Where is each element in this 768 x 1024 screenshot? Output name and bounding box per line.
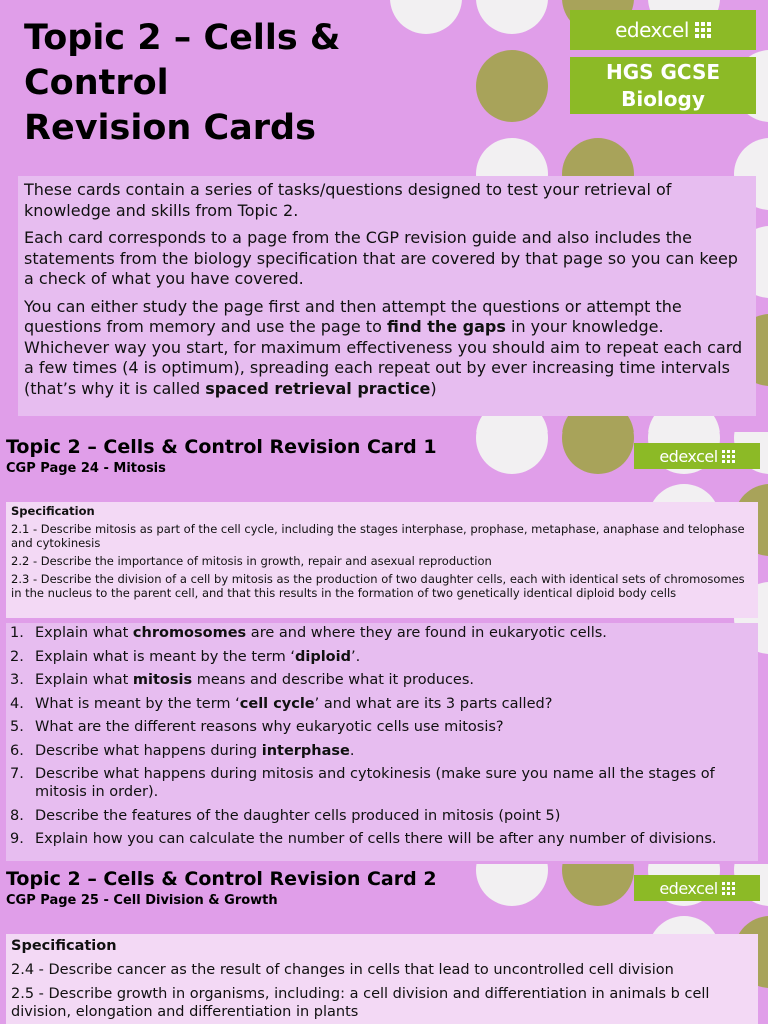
decorative-dot (562, 864, 634, 906)
specification-item: 2.2 - Describe the importance of mitosis in growth, repair and asexual reproduction (11, 554, 492, 568)
question-number: 9. (10, 831, 24, 847)
intro-text: You can either study the page first and then attempt the questions or attempt the questions from memory and use the page to (24, 296, 682, 336)
question-emphasis: cell cycle (239, 695, 315, 712)
specification-item: 2.3 - Describe the division of a cell by mitosis as the production of two daughter cells, each with identical sets of chromosomes in the nucleus to the parent cell, and that this results in the formation of two genetically identical diploid body cells (11, 572, 745, 600)
edexcel-logo-text: edexcel (659, 446, 718, 466)
question-text: What are the different reasons why eukaryotic cells use mitosis? (35, 719, 504, 735)
question-item (10, 718, 754, 736)
question-text: are and where they are found in eukaryotic cells. (246, 625, 607, 641)
question-item (10, 807, 754, 825)
intro-text: ) (430, 378, 437, 398)
question-emphasis: interphase (261, 742, 350, 759)
specification-item: 2.4 - Describe cancer as the result of changes in cells that lead to uncontrolled cell division (11, 962, 674, 978)
question-text: Describe the features of the daughter cells produced in mitosis (point 5) (35, 807, 561, 824)
question-text: Describe what happens during mitosis and cytokinesis (make sure you name all the stages of mitosis in order). (35, 766, 715, 800)
specification-heading: Specification (11, 938, 117, 954)
question-text (35, 807, 754, 825)
card-title: Topic 2 – Cells & Control Revision Card 1 (6, 436, 437, 458)
question-text: ’ and what are its 3 parts called? (314, 695, 553, 712)
question-item (10, 742, 754, 760)
intro-emphasis: find the gaps (386, 317, 506, 336)
question-number: 6. (10, 742, 24, 759)
question-list (6, 623, 758, 861)
edexcel-logo (634, 443, 760, 469)
main-title: Topic 2 – Cells & Control Revision Cards (24, 18, 341, 148)
question-emphasis: chromosomes (132, 625, 247, 641)
question-text (35, 624, 754, 642)
course-badge-line: Biology (621, 86, 705, 111)
intro-text-box (18, 176, 756, 416)
title-slide (0, 0, 768, 432)
intro-text: Each card corresponds to a page from the CGP revision guide and also includes the statements from the biology specification that are covered by that page so you can keep a check of what you have covered. (24, 228, 738, 288)
question-text: Explain what (35, 672, 133, 688)
question-number: 8. (10, 807, 24, 824)
specification-item: 2.5 - Describe growth in organisms, including: a cell division and differentiation in animals b cell division, elongation and differentiation in plants (11, 986, 710, 1020)
decorative-dot (562, 432, 634, 474)
edexcel-grid-icon (722, 450, 735, 463)
edexcel-logo-text: edexcel (615, 18, 689, 42)
edexcel-grid-icon (722, 882, 735, 895)
intro-emphasis: spaced retrieval practice (205, 378, 431, 398)
intro-text: in your knowledge. Whichever way you start, for maximum effectiveness you should aim to repeat each card a few times (4 is optimum), spreading each repeat out by ever increasing time intervals (that’s why it is called (24, 317, 743, 398)
specification-box (6, 934, 758, 1024)
course-badge-line: HGS GCSE (605, 59, 721, 84)
question-number: 4. (10, 695, 24, 712)
specification-item: 2.1 - Describe mitosis as part of the cell cycle, including the stages interphase, prophase, metaphase, anaphase and telophase and cytokinesis (11, 522, 745, 550)
question-number: 5. (10, 719, 24, 735)
decorative-dot (476, 432, 548, 474)
question-text (35, 671, 754, 689)
question-emphasis: diploid (294, 648, 351, 665)
question-text: Explain what is meant by the term ‘ (35, 648, 295, 665)
revision-card-2 (0, 864, 768, 1024)
specification-box (6, 502, 758, 618)
question-number: 2. (10, 648, 24, 665)
question-item (10, 830, 754, 848)
intro-text: These cards contain a series of tasks/questions designed to test your retrieval of knowledge and skills from Topic 2. (24, 180, 672, 220)
intro-paragraph (24, 297, 750, 400)
question-text: means and describe what it produces. (192, 672, 475, 688)
card-title: Topic 2 – Cells & Control Revision Card 2 (6, 868, 437, 890)
decorative-dot (476, 864, 548, 906)
question-text: ’. (351, 648, 361, 665)
question-item (10, 624, 754, 642)
edexcel-logo-text: edexcel (659, 878, 718, 898)
question-number: 7. (10, 766, 24, 782)
question-item (10, 695, 754, 713)
revision-card-1 (0, 432, 768, 864)
question-item (10, 671, 754, 689)
card-subtitle: CGP Page 25 - Cell Division & Growth (6, 893, 278, 908)
question-text: . (349, 742, 355, 759)
edexcel-logo (634, 875, 760, 901)
question-text: Explain how you can calculate the number of cells there will be after any number of divisions. (35, 831, 717, 847)
question-number: 3. (10, 672, 24, 688)
decorative-dot (476, 50, 548, 122)
question-number: 1. (10, 625, 24, 641)
specification-heading: Specification (11, 504, 95, 518)
decorative-dot (476, 0, 548, 34)
edexcel-logo (570, 10, 756, 50)
course-badge (570, 57, 756, 114)
decorative-dot (390, 0, 462, 34)
question-text (35, 718, 754, 736)
question-emphasis: mitosis (132, 672, 193, 688)
intro-paragraph (24, 180, 750, 221)
question-item (10, 765, 754, 801)
question-text (35, 695, 754, 713)
question-item (10, 648, 754, 666)
question-text: Explain what (35, 625, 133, 641)
question-text: What is meant by the term ‘ (35, 695, 240, 712)
question-text (35, 742, 754, 760)
question-text (35, 830, 754, 848)
intro-paragraph (24, 228, 750, 290)
question-text (35, 648, 754, 666)
question-text (35, 765, 754, 801)
card-subtitle: CGP Page 24 - Mitosis (6, 461, 166, 476)
edexcel-grid-icon (695, 22, 711, 38)
question-text: Describe what happens during (35, 742, 262, 759)
